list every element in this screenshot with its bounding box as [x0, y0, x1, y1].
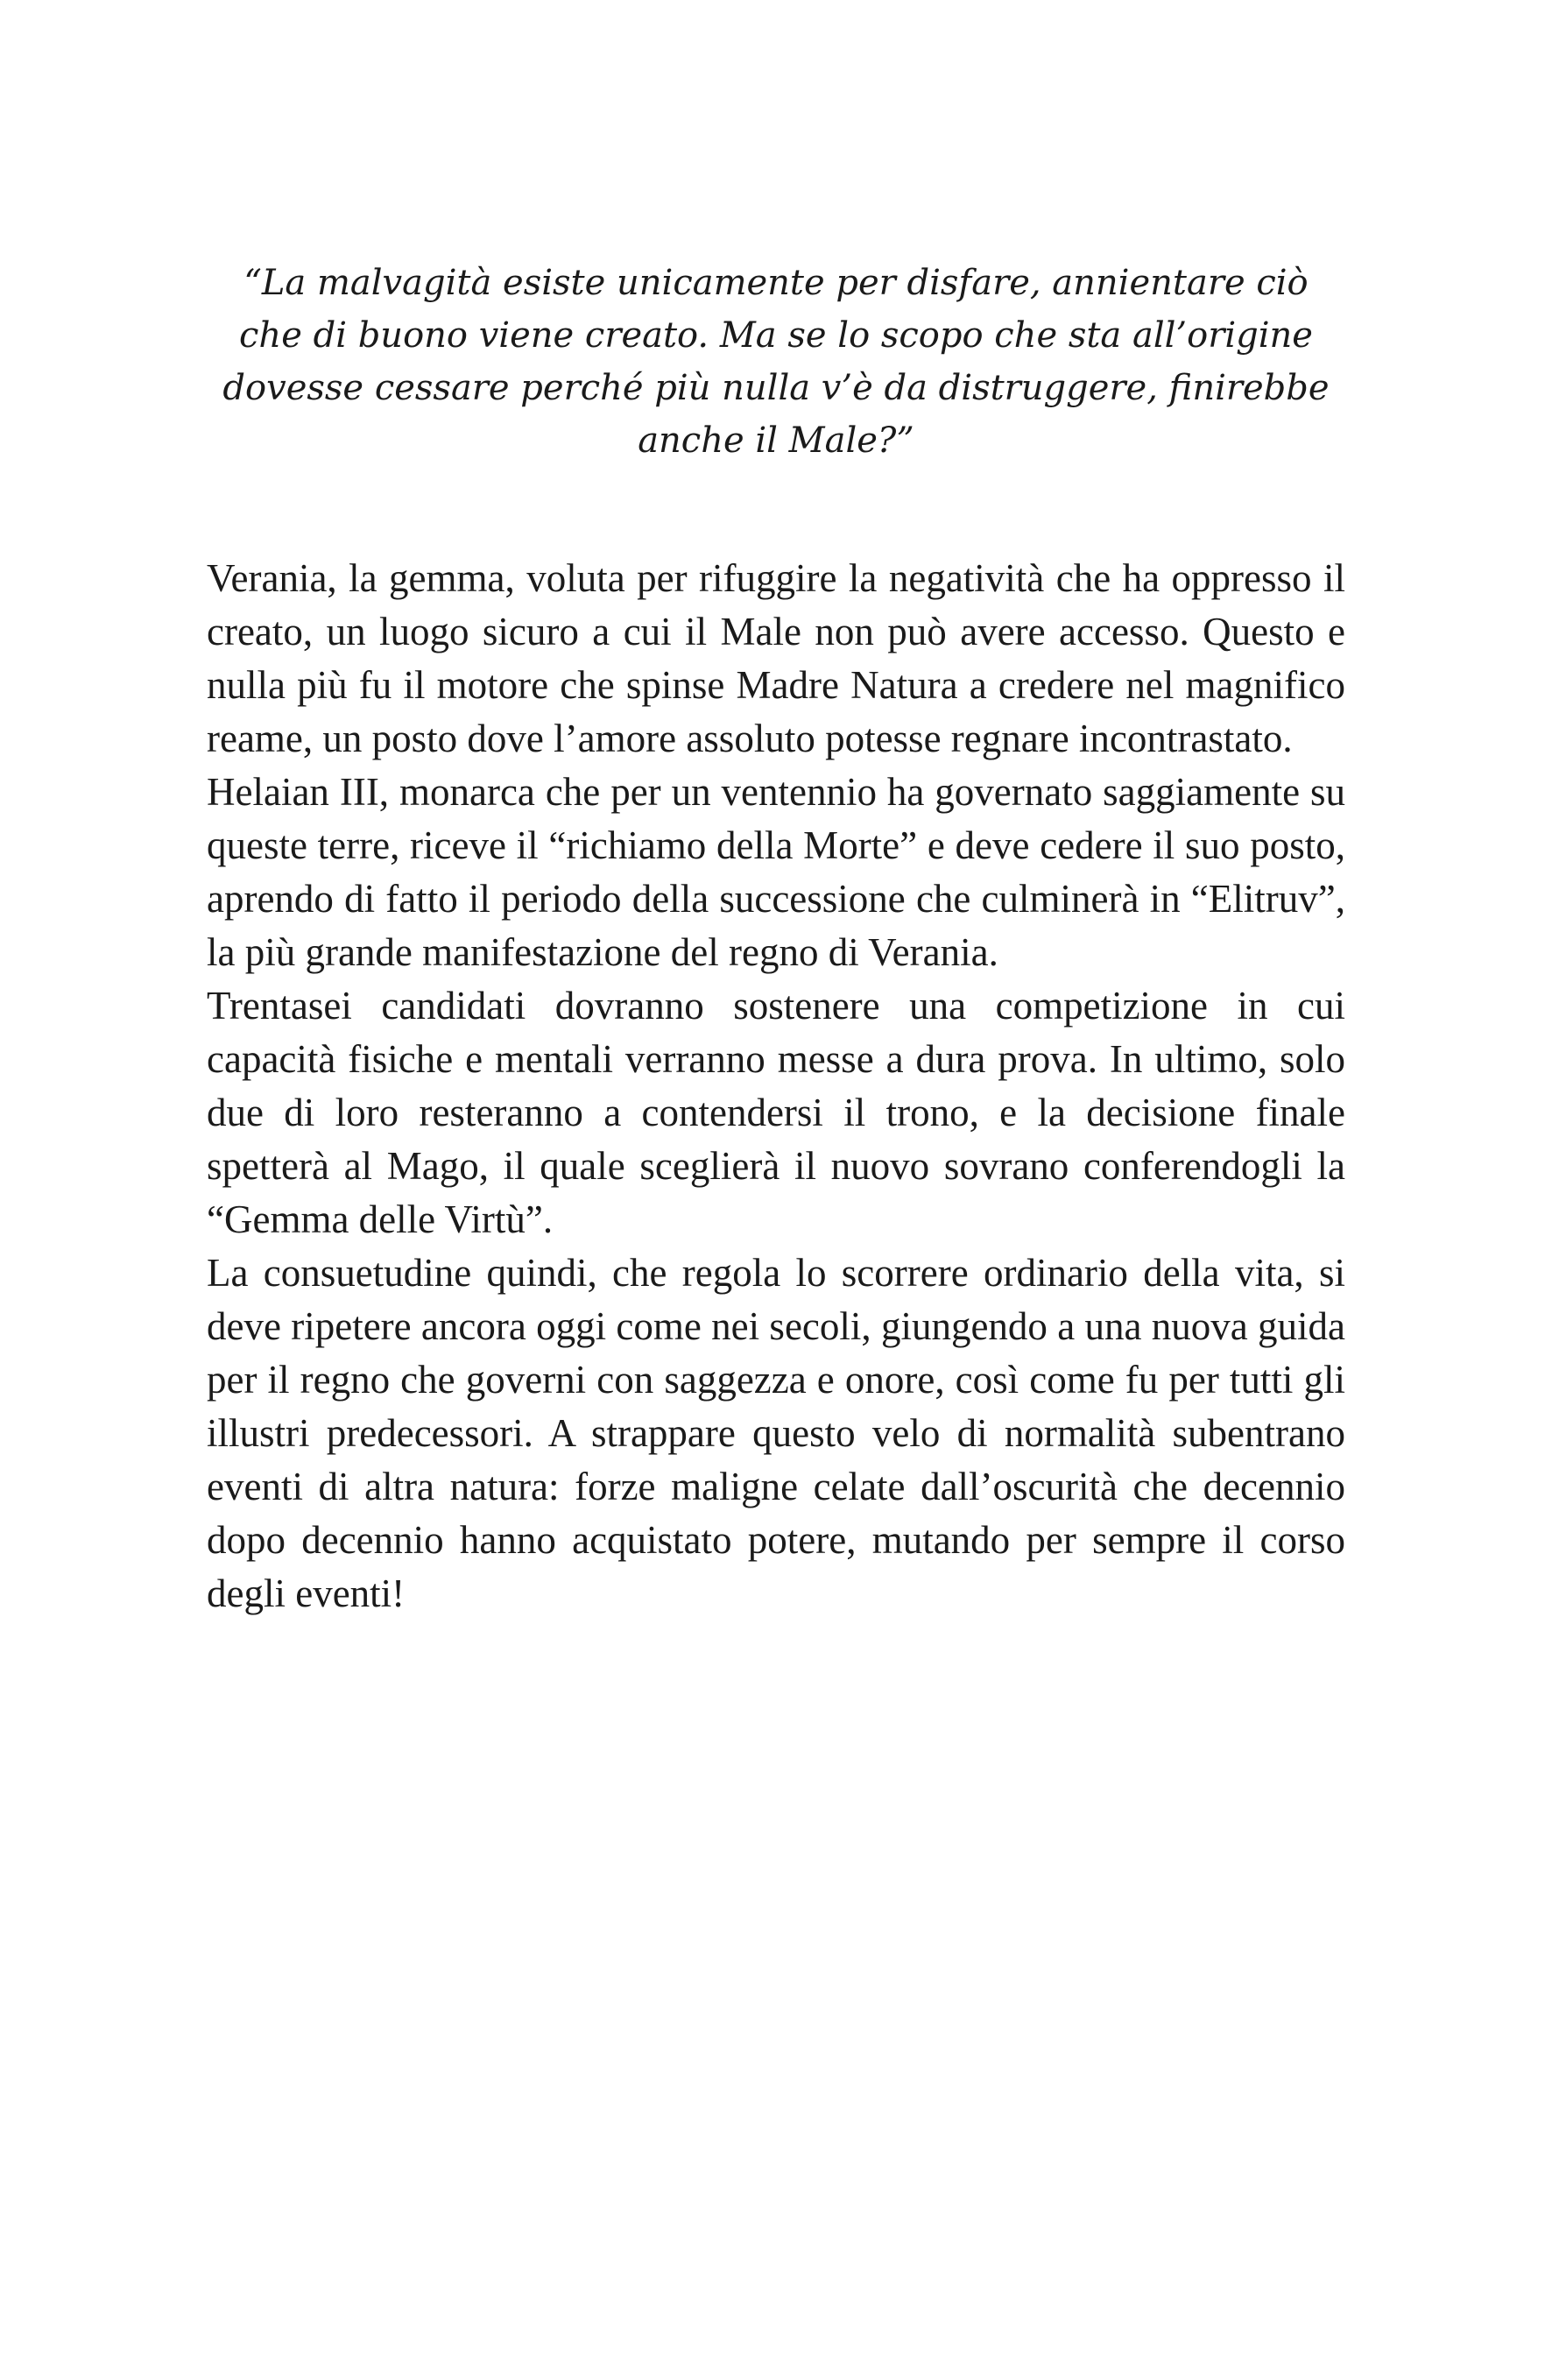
synopsis-paragraph: Verania, la gemma, voluta per rifuggire la negatività che ha oppresso il creato, un luogo sicuro a cui il Male non può avere accesso. Questo e nulla più fu il motore che spinse Madre Natura a credere nel magnifico reame, un posto dove l’amore assoluto potesse regnare incontrastato.	[207, 556, 1345, 760]
synopsis-paragraph: Trentasei candidati dovranno sostenere una competizione in cui capacità fisiche e mentali verranno messe a dura prova. In ultimo, solo due di loro resteranno a contendersi il trono, e la decisione finale spetterà al Mago, il quale sceglierà il nuovo sovrano conferendogli la “Gemma delle Virtù”.	[207, 984, 1345, 1241]
epigraph-quote: “La malvagità esiste unicamente per disfare, annientare ciò che di buono viene creato. Ma se lo scopo che sta all’origine dovesse cessare perché più nulla v’è da distruggere, finirebbe anche il Male?”	[222, 263, 1330, 461]
synopsis-paragraph: Helaian III, monarca che per un ventennio ha governato saggiamente su queste terre, riceve il “richiamo della Morte” e deve cedere il suo posto, aprendo di fatto il periodo della successione che culminerà in “Elitruv”, la più grande manifestazione del regno di Verania.	[207, 770, 1345, 974]
synopsis-text	[207, 552, 1345, 1621]
synopsis-paragraph: La consuetudine quindi, che regola lo scorrere ordinario della vita, si deve ripetere ancora oggi come nei secoli, giungendo a una nuova guida per il regno che governi con saggezza e onore, così come fu per tutti gli illustri predecessori. A strappare questo velo di normalità subentrano eventi di altra natura: forze maligne celate dall’oscurità che decennio dopo decennio hanno acquistato potere, mutando per sempre il corso degli eventi!	[207, 1251, 1345, 1615]
